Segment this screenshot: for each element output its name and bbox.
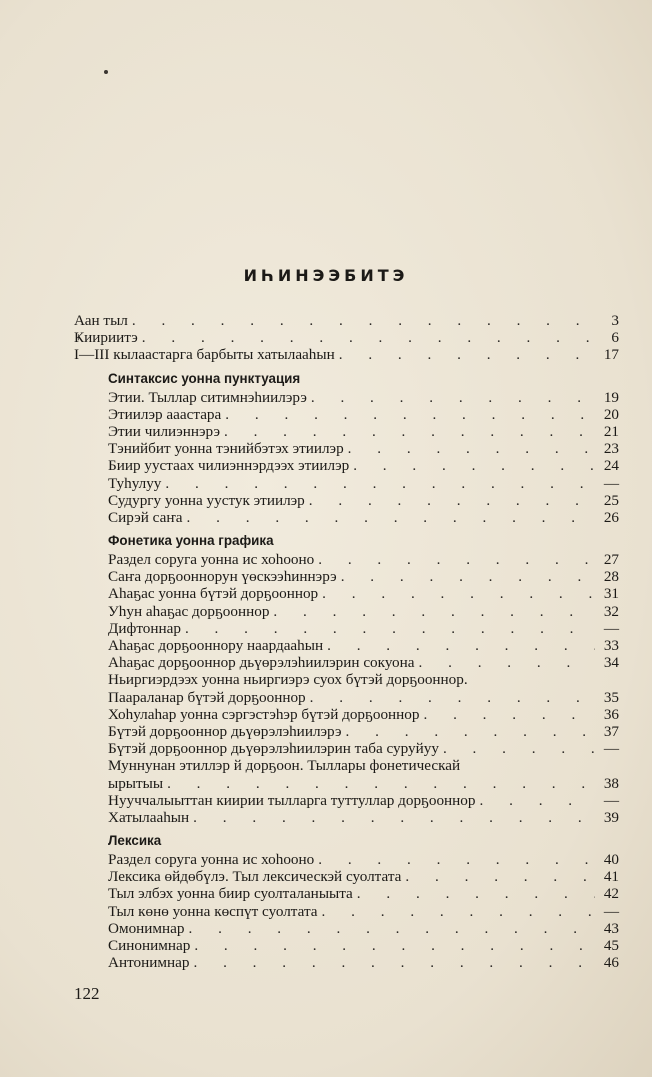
toc-entry-label: Паараланар бүтэй дорҕооннор <box>108 688 306 706</box>
toc-entry-page: 6 <box>611 329 619 347</box>
dot-leader <box>193 954 595 971</box>
toc-entry-page: 46 <box>603 954 619 972</box>
toc-entry-label: Этии. Тыллар ситимнэһиилэрэ <box>108 388 307 406</box>
dot-leader <box>273 603 595 620</box>
toc-entry-label: Ҝиириитэ <box>74 329 138 347</box>
toc-entry-label: Уһун аһаҕас дорҕооннор <box>108 602 270 620</box>
toc-entry-label: Туһулуу <box>108 474 162 492</box>
toc-entry-label: Ньиргиэрдээх уонна ньиргиэрэ суох бүтэй дорҕооннор. <box>108 671 468 689</box>
toc-entry-page: 41 <box>603 868 619 886</box>
toc-entry-page: 39 <box>603 808 619 826</box>
toc-entry-page: 34 <box>603 654 619 672</box>
toc-entry <box>108 509 619 526</box>
dot-leader <box>423 706 595 723</box>
toc-entry-page: 31 <box>603 585 619 603</box>
toc-entry <box>108 671 619 688</box>
toc-entry-page: — <box>603 619 619 637</box>
toc-entry-page: 38 <box>603 774 619 792</box>
toc-entry-page: 28 <box>603 568 619 586</box>
toc-entry <box>108 492 619 509</box>
toc-entry <box>108 457 619 474</box>
toc-entry <box>108 654 619 671</box>
dot-leader <box>322 903 595 920</box>
dot-leader <box>405 868 595 885</box>
toc-entry <box>108 475 619 492</box>
dot-leader <box>165 475 595 492</box>
toc-entry-label: Хоһулаһар уонна сэргэстэһэр бүтэй дорҕооннор <box>108 705 420 723</box>
toc-entry <box>74 329 619 346</box>
dot-leader <box>310 689 595 706</box>
toc-entry <box>108 706 619 723</box>
dot-leader <box>318 551 595 568</box>
dot-leader <box>346 723 595 740</box>
toc-entry-page: 24 <box>603 457 619 475</box>
section-heading-phonetics: Фонетика уонна графика <box>108 533 274 549</box>
toc-entry-label: Аан тыл <box>74 312 128 329</box>
dot-leader <box>193 809 595 826</box>
toc-entry <box>108 689 619 706</box>
toc-entry-page: 32 <box>603 602 619 620</box>
toc-entry <box>108 740 619 757</box>
toc-entry-label: Муннунан этиллэр й дорҕоон. Тыллары фонетическай <box>108 757 461 775</box>
toc-entry <box>108 757 619 774</box>
dot-leader <box>185 620 595 637</box>
toc-entry <box>108 551 619 568</box>
dot-leader <box>327 637 595 654</box>
toc-entry-label: Судургу уонна уустук этиилэр <box>108 491 305 509</box>
dot-leader <box>322 585 595 602</box>
dot-leader <box>341 568 595 585</box>
dot-leader <box>167 775 595 792</box>
toc-entry <box>108 406 619 423</box>
dot-leader <box>194 937 595 954</box>
toc-entry-page: 17 <box>603 346 619 364</box>
toc-entry <box>108 423 619 440</box>
toc-entry-page: 23 <box>603 440 619 458</box>
toc-entry <box>108 637 619 654</box>
toc-entry-page: 40 <box>603 851 619 869</box>
dot-leader <box>187 509 595 526</box>
toc-entry-page: — <box>603 740 619 758</box>
toc-entry-page: 33 <box>603 637 619 654</box>
toc-entry <box>108 851 619 868</box>
toc-entry-label: Аһаҕас уонна бүтэй дорҕооннор <box>108 585 319 603</box>
toc-entry-label: Лексика өйдөбүлэ. Тыл лексическэй суолтата <box>108 868 402 886</box>
toc-entry-label: Тыл көнө уонна көспүт суолтата <box>108 902 318 920</box>
toc-entry-page: 45 <box>603 937 619 954</box>
toc-entry-label: ырытыы <box>108 774 164 792</box>
section-heading-syntax: Синтаксис уонна пунктуация <box>108 370 301 386</box>
toc-entry <box>108 440 619 457</box>
toc-entry-page: 20 <box>603 405 619 423</box>
toc-entry-label: I—III кылаастарга барбыты хатылааһын <box>74 346 335 364</box>
toc-entry-label: Этиилэр ааастара <box>108 405 222 423</box>
toc-entry <box>108 954 619 971</box>
toc-entry <box>108 585 619 602</box>
dot-leader <box>348 440 595 457</box>
toc-entry-page: 21 <box>603 422 619 440</box>
toc-entry-label: Омонимнар <box>108 919 185 937</box>
toc-entry <box>108 568 619 585</box>
toc-entry-label: Тыл элбэх уонна биир суолталаныыта <box>108 885 353 903</box>
toc-entry <box>74 312 619 329</box>
section-heading-lexicon: Лексика <box>108 833 162 849</box>
dot-leader <box>318 851 595 868</box>
toc-entry-page: 42 <box>603 885 619 903</box>
toc-entry <box>108 723 619 740</box>
toc-entry-label: Аһаҕас дорҕооннору наардааһын <box>108 637 324 654</box>
dot-leader <box>224 423 595 440</box>
page-title: ИҺИНЭЭБИТЭ <box>243 266 409 285</box>
toc-entry <box>108 620 619 637</box>
toc-entry <box>108 920 619 937</box>
dot-leader <box>132 312 595 329</box>
toc-entry <box>108 885 619 902</box>
toc-entry <box>108 937 619 954</box>
dot-leader <box>225 406 595 423</box>
toc-entry-page: 26 <box>603 508 619 526</box>
toc-entry <box>108 792 619 809</box>
toc-entry-label: Раздел соруга уонна ис хоһооно <box>108 551 315 569</box>
toc-entry <box>108 903 619 920</box>
toc-entry-label: Дифтоннар <box>108 619 181 637</box>
dot-leader <box>142 329 595 346</box>
toc-entry <box>108 389 619 406</box>
ink-speck <box>104 70 108 74</box>
toc-entry-label: Раздел соруга уонна ис хоһооно <box>108 851 315 869</box>
toc-entry-label: Хатылааһын <box>108 808 190 826</box>
toc-entry-page: 27 <box>603 551 619 569</box>
toc-entry-label: Сирэй саҥа <box>108 508 183 526</box>
dot-leader <box>419 654 596 671</box>
dot-leader <box>480 792 596 809</box>
dot-leader <box>311 389 595 406</box>
toc-entry-label: Этии чилиэннэрэ <box>108 422 220 440</box>
toc-entry <box>108 775 619 792</box>
page-number: 122 <box>74 984 100 1003</box>
toc-entry-page: 36 <box>603 705 619 723</box>
toc-entry-page: — <box>603 791 619 809</box>
dot-leader <box>353 457 595 474</box>
dot-leader <box>339 346 595 363</box>
dot-leader <box>189 920 595 937</box>
toc-entry-page: — <box>603 474 619 492</box>
toc-entry-page: 37 <box>603 722 619 740</box>
toc-entry-page: 25 <box>603 491 619 509</box>
toc-entry-page: 43 <box>603 919 619 937</box>
table-of-contents <box>74 312 619 971</box>
toc-entry-label: Саҥа дорҕооннорун үөскээһиннэрэ <box>108 568 337 586</box>
toc-entry-page: — <box>603 902 619 920</box>
toc-entry <box>74 346 619 363</box>
toc-entry-label: Нууччалыыттан киирии тылларга туттуллар дорҕооннор <box>108 791 476 809</box>
toc-entry-label: Бүтэй дорҕооннор дьүөрэлэһиилэрин таба суруйуу <box>108 740 439 758</box>
toc-entry-label: Антонимнар <box>108 954 190 972</box>
toc-entry <box>108 809 619 826</box>
toc-entry-label: Аһаҕас дорҕооннор дьүөрэлэһиилэрин сокуона <box>108 654 415 672</box>
toc-entry-page: 3 <box>611 312 619 329</box>
toc-entry-page: 19 <box>603 388 619 406</box>
toc-entry-label: Синонимнар <box>108 937 191 954</box>
toc-entry-label: Тэнийбит уонна тэнийбэтэх этиилэр <box>108 440 344 458</box>
toc-entry-label: Бүтэй дорҕооннор дьүөрэлэһиилэрэ <box>108 722 342 740</box>
toc-entry-page: 35 <box>603 688 619 706</box>
toc-entry <box>108 603 619 620</box>
toc-entry-label: Биир уустаах чилиэннэрдээх этиилэр <box>108 457 350 475</box>
toc-entry <box>108 868 619 885</box>
dot-leader <box>443 740 595 757</box>
dot-leader <box>357 885 595 902</box>
dot-leader <box>309 492 595 509</box>
